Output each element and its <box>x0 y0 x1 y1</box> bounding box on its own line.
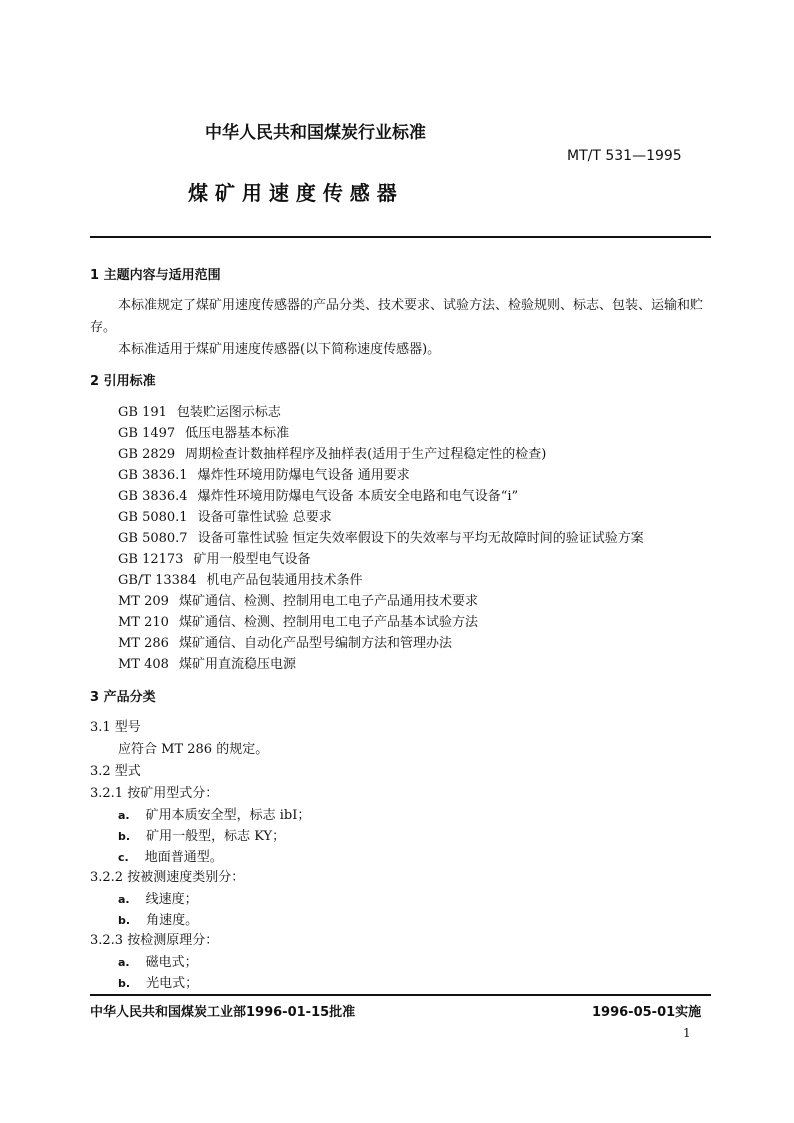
reference-code: MT 209 <box>118 594 169 609</box>
list-item <box>118 913 198 929</box>
reference-title: 机电产品包装通用技术条件 <box>206 573 363 588</box>
reference-item <box>118 447 546 463</box>
reference-code: GB 2829 <box>118 447 176 462</box>
reference-item <box>118 636 452 652</box>
list-item-label: b. <box>118 977 131 990</box>
effective-date: 1996-05-01实施 <box>592 1005 702 1020</box>
list-item-text: 角速度。 <box>146 913 199 928</box>
document-title: 煤 矿 用 速 度 传 感 器 <box>188 181 397 205</box>
reference-item <box>118 468 410 484</box>
section-3-2-1-heading: 3.2.1 按矿用型式分： <box>90 786 219 801</box>
reference-title: 矿用一般型电气设备 <box>193 552 311 567</box>
reference-title: 低压电器基本标准 <box>185 426 290 441</box>
list-item-label: a. <box>118 809 130 822</box>
reference-title: 煤矿通信、检测、控制用电工电子产品基本试验方法 <box>178 615 478 630</box>
reference-item <box>118 426 289 442</box>
list-item-label: a. <box>118 893 130 906</box>
list-item <box>118 808 310 824</box>
reference-item <box>118 489 518 505</box>
list-item <box>118 850 223 866</box>
reference-code: MT 286 <box>118 636 169 651</box>
reference-code: GB 3836.4 <box>118 489 188 504</box>
section-3-heading: 3 产品分类 <box>90 690 156 705</box>
list-item-text: 磁电式； <box>145 955 198 970</box>
reference-title: 设备可靠性试验 恒定失效率假设下的失效率与平均无故障时间的验证试验方案 <box>197 531 644 546</box>
list-item-label: a. <box>118 956 130 969</box>
section-3-2-2-heading: 3.2.2 按被测速度类别分： <box>90 870 245 885</box>
reference-item <box>118 552 310 568</box>
list-item-text: 线速度； <box>145 892 198 907</box>
reference-title: 煤矿用直流稳压电源 <box>178 657 296 672</box>
list-item <box>118 892 198 908</box>
section-1-paragraph-1: 本标准规定了煤矿用速度传感器的产品分类、技术要求、试验方法、检验规则、标志、包装、运输和贮 <box>118 298 704 313</box>
list-item-text: 矿用一般型，标志 KY； <box>146 829 286 844</box>
reference-code: GB/T 13384 <box>118 573 197 588</box>
reference-item <box>118 510 332 526</box>
reference-title: 包装贮运图示标志 <box>176 405 281 420</box>
reference-title: 爆炸性环境用防爆电气设备 通用要求 <box>197 468 410 483</box>
standard-number: MT/T 531—1995 <box>567 148 682 164</box>
reference-item <box>118 405 281 421</box>
reference-code: GB 12173 <box>118 552 184 567</box>
section-1-paragraph-1-cont: 存。 <box>90 320 117 335</box>
reference-title: 设备可靠性试验 总要求 <box>197 510 332 525</box>
section-3-1-heading: 3.1 型号 <box>90 720 141 735</box>
list-item <box>118 976 198 992</box>
list-item <box>118 829 285 845</box>
approval-line: 中华人民共和国煤炭工业部1996-01-15批准 <box>90 1005 356 1020</box>
reference-code: GB 1497 <box>118 426 176 441</box>
reference-code: MT 408 <box>118 657 169 672</box>
reference-item <box>118 657 296 673</box>
section-3-1-text: 应符合 MT 286 的规定。 <box>118 742 269 757</box>
list-item-text: 光电式； <box>146 976 199 991</box>
section-1-heading: 1 主题内容与适用范围 <box>90 268 221 283</box>
section-2-heading: 2 引用标准 <box>90 374 156 389</box>
reference-title: 爆炸性环境用防爆电气设备 本质安全电路和电气设备“i” <box>197 489 519 504</box>
page-number: 1 <box>683 1026 691 1040</box>
reference-title: 煤矿通信、检测、控制用电工电子产品通用技术要求 <box>178 594 478 609</box>
section-3-2-heading: 3.2 型式 <box>90 764 141 779</box>
reference-code: GB 5080.1 <box>118 510 188 525</box>
reference-item <box>118 615 478 631</box>
org-title: 中华人民共和国煤炭行业标准 <box>205 123 426 143</box>
reference-title: 煤矿通信、自动化产品型号编制方法和管理办法 <box>178 636 452 651</box>
list-item-label: c. <box>118 851 129 864</box>
footer-rule <box>90 994 711 996</box>
reference-title: 周期检查计数抽样程序及抽样表(适用于生产过程稳定性的检查) <box>185 447 547 462</box>
reference-code: MT 210 <box>118 615 169 630</box>
list-item-label: b. <box>118 830 131 843</box>
list-item-text: 矿用本质安全型，标志 ibI； <box>145 808 311 823</box>
list-item-label: b. <box>118 914 131 927</box>
reference-code: GB 5080.7 <box>118 531 188 546</box>
header-rule <box>90 236 711 238</box>
reference-item <box>118 594 478 610</box>
reference-item <box>118 531 644 547</box>
reference-code: GB 191 <box>118 405 167 420</box>
list-item <box>118 955 198 971</box>
list-item-text: 地面普通型。 <box>144 850 223 865</box>
section-3-2-3-heading: 3.2.3 按检测原理分： <box>90 933 219 948</box>
reference-code: GB 3836.1 <box>118 468 188 483</box>
section-1-paragraph-2: 本标准适用于煤矿用速度传感器(以下简称速度传感器)。 <box>118 342 441 357</box>
reference-item <box>118 573 363 589</box>
